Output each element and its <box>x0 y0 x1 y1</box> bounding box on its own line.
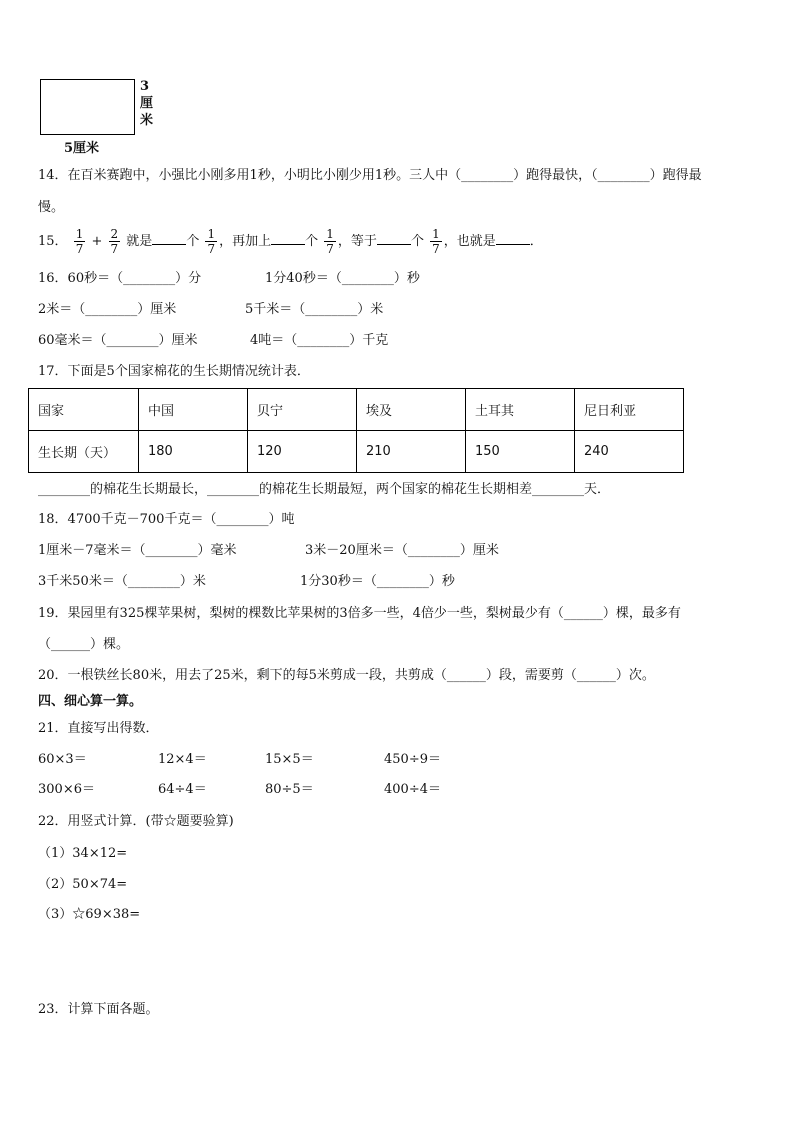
q18-e: 1分30秒＝（________）秒 <box>300 574 455 589</box>
q16-d: 5千米＝（________）米 <box>245 302 384 317</box>
q21-item: 400÷4＝ <box>384 782 441 797</box>
q22-p3: （3）☆69×38= <box>38 907 141 922</box>
table-cell: 150 <box>466 431 575 473</box>
table-cell: 土耳其 <box>466 389 575 431</box>
q17-question: ________的棉花生长期最长，________的棉花生长期最短，两个国家的棉花生长期相差________天． <box>38 482 611 497</box>
q22-p2: （2）50×74= <box>38 877 128 892</box>
q21-item: 300×6＝ <box>38 782 95 797</box>
q23-intro: 23．计算下面各题。 <box>38 1002 159 1017</box>
q16-b: 1分40秒＝（________）秒 <box>265 271 420 286</box>
answer-blank[interactable] <box>152 232 186 245</box>
q21-item: 64÷4＝ <box>158 782 207 797</box>
q15-line <box>38 226 543 258</box>
answer-blank[interactable] <box>377 232 411 245</box>
table-cell: 210 <box>357 431 466 473</box>
q21-item: 15×5＝ <box>265 752 314 767</box>
q15-text: 个 <box>305 234 319 249</box>
q17-intro: 17．下面是5个国家棉花的生长期情况统计表． <box>38 364 310 379</box>
table-cell: 国家 <box>29 389 139 431</box>
q18-b: 1厘米－7毫米＝（________）毫米 <box>38 543 237 558</box>
table-cell: 180 <box>139 431 248 473</box>
height-label: 3 厘 米 <box>140 79 154 128</box>
q21-item: 80÷5＝ <box>265 782 314 797</box>
answer-blank[interactable] <box>271 232 305 245</box>
q15-text: ． <box>529 234 543 249</box>
answer-blank[interactable] <box>496 232 530 245</box>
q16-e: 60毫米＝（________）厘米 <box>38 333 198 348</box>
q15-text: ，等于 <box>337 234 377 249</box>
q20-line1: 20．一根铁丝长80米，用去了25米，剩下的每5米剪成一段，共剪成（______）段，需要剪（______）次。 <box>38 668 655 683</box>
plus-sign: + <box>91 234 103 249</box>
table-cell: 240 <box>575 431 684 473</box>
fraction-1-7: $\frac{1}{7}$ <box>75 227 84 256</box>
table-cell: 尼日利亚 <box>575 389 684 431</box>
q21-intro: 21．直接写出得数． <box>38 721 159 736</box>
q21-item: 450÷9＝ <box>384 752 441 767</box>
table-cell: 埃及 <box>357 389 466 431</box>
q14-line1: 14．在百米赛跑中，小强比小刚多用1秒，小明比小刚少用1秒。三人中（________）跑得最快，（________）跑得最 <box>38 168 702 183</box>
q16-c: 2米＝（________）厘米 <box>38 302 177 317</box>
table-header-row <box>29 389 684 431</box>
fraction-2-7: $\frac{2}{7}$ <box>110 227 119 256</box>
q21-item: 12×4＝ <box>158 752 207 767</box>
q21-item: 60×3＝ <box>38 752 87 767</box>
q22-p1: （1）34×12= <box>38 846 128 861</box>
rectangle-figure <box>40 79 135 135</box>
fraction-1-7: $\frac{1}{7}$ <box>432 227 440 256</box>
q18-a: 18．4700千克－700千克＝（________）吨 <box>38 512 295 527</box>
q15-number: 15． <box>38 234 68 249</box>
table-row <box>29 431 684 473</box>
q16-f: 4吨＝（________）千克 <box>250 333 389 348</box>
q15-text: ，也就是 <box>443 234 496 249</box>
fraction-1-7: $\frac{1}{7}$ <box>326 227 334 256</box>
q15-text: 就是 <box>126 234 153 249</box>
q16-a: 16．60秒＝（________）分 <box>38 271 202 286</box>
q18-d: 3千米50米＝（________）米 <box>38 574 206 589</box>
q22-intro: 22．用竖式计算．(带☆题要验算) <box>38 814 234 829</box>
q19-line2: （______）棵。 <box>38 637 130 652</box>
table-cell: 生长期（天） <box>29 431 139 473</box>
cotton-growth-table <box>28 388 684 473</box>
q15-text: 个 <box>186 234 200 249</box>
section-title: 四、细心算一算。 <box>38 694 143 709</box>
width-label: 5厘米 <box>64 141 100 156</box>
q15-text: 个 <box>410 234 424 249</box>
table-cell: 中国 <box>139 389 248 431</box>
q19-line1: 19．果园里有325棵苹果树，梨树的棵数比苹果树的3倍多一些，4倍少一些，梨树最少有（______）棵，最多有 <box>38 606 681 621</box>
q15-text: ，再加上 <box>219 234 272 249</box>
fraction-1-7: $\frac{1}{7}$ <box>207 227 216 256</box>
table-cell: 贝宁 <box>248 389 357 431</box>
q18-c: 3米－20厘米＝（________）厘米 <box>305 543 499 558</box>
q14-line2: 慢。 <box>38 200 65 215</box>
table-cell: 120 <box>248 431 357 473</box>
